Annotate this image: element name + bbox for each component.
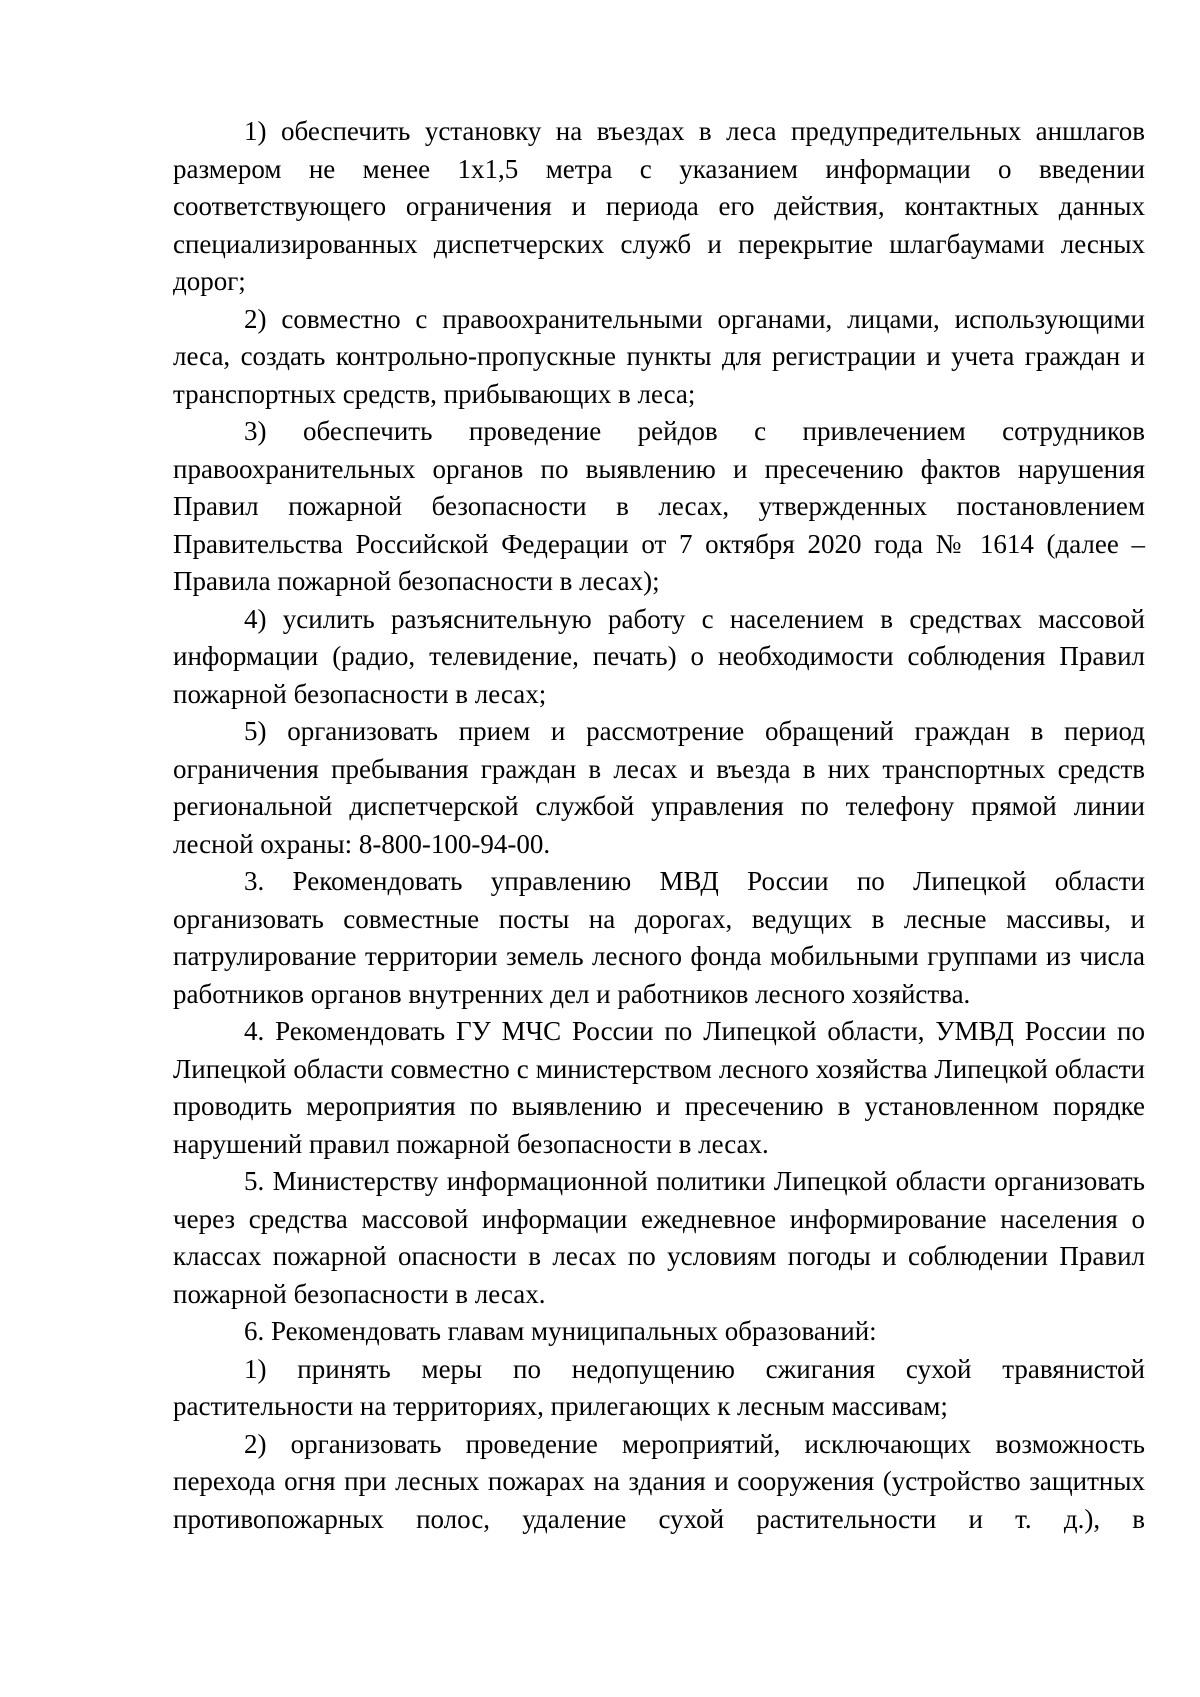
paragraph-item-6-1: 1) принять меры по недопущению сжигания сухой травянистой растительности на территориях, прилегающих к лесным массивам; xyxy=(173,1353,1145,1421)
paragraph-item-1: 1) обеспечить установку на въездах в леса предупредительных аншлагов размером не менее 1x1,5 метра с указанием информации о введении соответствующего ограничения и периода его действия, контактных данных специализированных диспетчерских служб и перекрытие шлагбаумами лесных дорог; xyxy=(173,116,1145,296)
paragraph-item-3: 3) обеспечить проведение рейдов с привлечением сотрудников правоохранительных органов по выявлению и пресечению фактов нарушения Правил пожарной безопасности в лесах, утвержденных постановлением Правительства Российской Федерации от 7 октября 2020 года № 1614 (далее – Правила пожарной безопасности в лесах); xyxy=(173,416,1145,596)
paragraph-point-4: 4. Рекомендовать ГУ МЧС России по Липецкой области, УМВД России по Липецкой области совместно с министерством лесного хозяйства Липецкой области проводить мероприятия по выявлению и пресечению в установленном порядке нарушений правил пожарной безопасности в лесах. xyxy=(173,1016,1145,1159)
paragraph-item-4: 4) усилить разъяснительную работу с населением в средствах массовой информации (радио, телевидение, печать) о необходимости соблюдения Правил пожарной безопасности в лесах; xyxy=(173,603,1145,709)
paragraph-item-2: 2) совместно с правоохранительными органами, лицами, использующими леса, создать контрольно-пропускные пункты для регистрации и учета граждан и транспортных средств, прибывающих в леса; xyxy=(173,303,1145,409)
paragraph-point-5: 5. Министерству информационной политики Липецкой области организовать через средства массовой информации ежедневное информирование населения о классах пожарной опасности в лесах по условиям погоды и соблюдении Правил пожарной безопасности в лесах. xyxy=(173,1166,1145,1309)
paragraph-point-6: 6. Рекомендовать главам муниципальных образований: xyxy=(244,1316,877,1346)
paragraph-point-3: 3. Рекомендовать управлению МВД России по Липецкой области организовать совместные посты на дорогах, ведущих в лесные массивы, и патрулирование территории земель лесного фонда мобильными группами из числа работников органов внутренних дел и работников лесного хозяйства. xyxy=(173,866,1145,1009)
paragraph-item-6-2: 2) организовать проведение мероприятий, исключающих возможность перехода огня при лесных пожарах на здания и сооружения (устройство защитных противопожарных полос, удаление сухой растительности и т. д.), в xyxy=(173,1428,1145,1534)
paragraph-item-5: 5) организовать прием и рассмотрение обращений граждан в период ограничения пребывания граждан в лесах и въезда в них транспортных средств региональной диспетчерской службой управления по телефону прямой линии лесной охраны: 8-800-100-94-00. xyxy=(173,716,1145,859)
document-page xyxy=(173,113,1145,1538)
